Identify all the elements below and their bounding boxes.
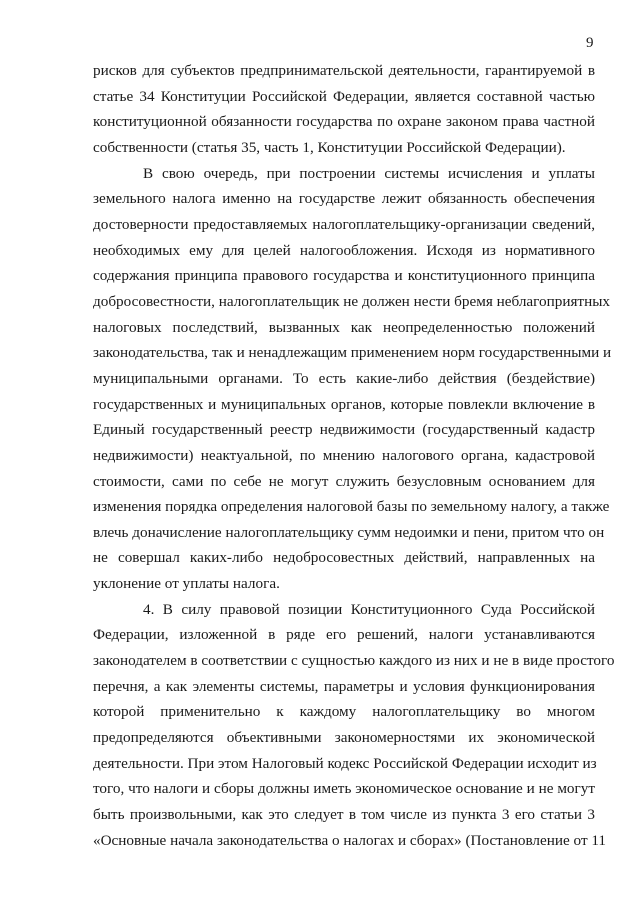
text-line: законодательства, так и ненадлежащим применением норм государственными и — [93, 344, 612, 362]
paragraph-continuation — [93, 58, 595, 161]
text-line: необходимых ему для целей налогообложения. Исходя из нормативного — [93, 241, 595, 259]
text-line: конституционной обязанности государства по охране законом права частной — [93, 113, 595, 131]
paragraph-in-turn — [93, 161, 612, 597]
text-line: не совершал каких-либо недобросовестных действий, направленных на — [93, 549, 595, 567]
text-line: государственных и муниципальных органов, которые повлекли включение в — [93, 395, 595, 413]
text-line: «Основные начала законодательства о налогах и сборах» (Постановление от 11 — [93, 831, 606, 849]
text-line: перечня, а как элементы системы, параметры и условия функционирования — [93, 677, 595, 695]
text-line: стоимости, сами по себе не могут служить безусловным основанием для — [93, 472, 595, 490]
text-line: быть произвольными, как это следует в том числе из пункта 3 его статьи 3 — [93, 806, 595, 824]
text-line: достоверности предоставляемых налогоплательщику-организации сведений, — [93, 215, 595, 233]
text-line: недвижимости) неактуальной, по мнению налогового органа, кадастровой — [93, 446, 595, 464]
text-line: Единый государственный реестр недвижимости (государственный кадастр — [93, 421, 595, 439]
text-line: влечь доначисление налогоплательщику сумм недоимки и пени, притом что он — [93, 523, 605, 541]
paragraph-item-4 — [93, 597, 615, 854]
text-line: деятельности. При этом Налоговый кодекс Российской Федерации исходит из — [93, 754, 597, 772]
text-line: которой применительно к каждому налогоплательщику во многом — [93, 703, 595, 721]
text-line: содержания принципа правового государства и конституционного принципа — [93, 267, 595, 285]
text-line: 4. В силу правовой позиции Конституционного Суда Российской — [143, 600, 595, 618]
page-number: 9 — [586, 35, 594, 51]
text-line: законодателем в соответствии с сущностью каждого из них и не в виде простого — [93, 652, 615, 670]
text-line: В свою очередь, при построении системы исчисления и уплаты — [143, 164, 595, 182]
text-line: Федерации, изложенной в ряде его решений, налоги устанавливаются — [93, 626, 595, 644]
text-line: статье 34 Конституции Российской Федерации, является составной частью — [93, 87, 595, 105]
text-line: рисков для субъектов предпринимательской деятельности, гарантируемой в — [93, 62, 595, 79]
text-line: собственности (статья 35, часть 1, Конституции Российской Федерации). — [93, 138, 566, 156]
text-line: уклонение от уплаты налога. — [93, 575, 280, 593]
text-line: муниципальными органами. То есть какие-либо действия (бездействие) — [93, 369, 595, 387]
text-line: того, что налоги и сборы должны иметь экономическое основание и не могут — [93, 780, 595, 798]
document-body — [93, 58, 615, 853]
text-line: земельного налога именно на государстве лежит обязанность обеспечения — [93, 190, 595, 208]
text-line: добросовестности, налогоплательщик не должен нести бремя неблагоприятных — [93, 292, 610, 310]
text-line: изменения порядка определения налоговой базы по земельному налогу, а также — [93, 498, 610, 516]
text-line: налоговых последствий, вызванных как неопределенностью положений — [93, 318, 595, 336]
text-line: предопределяются объективными закономерностями их экономической — [93, 729, 595, 747]
